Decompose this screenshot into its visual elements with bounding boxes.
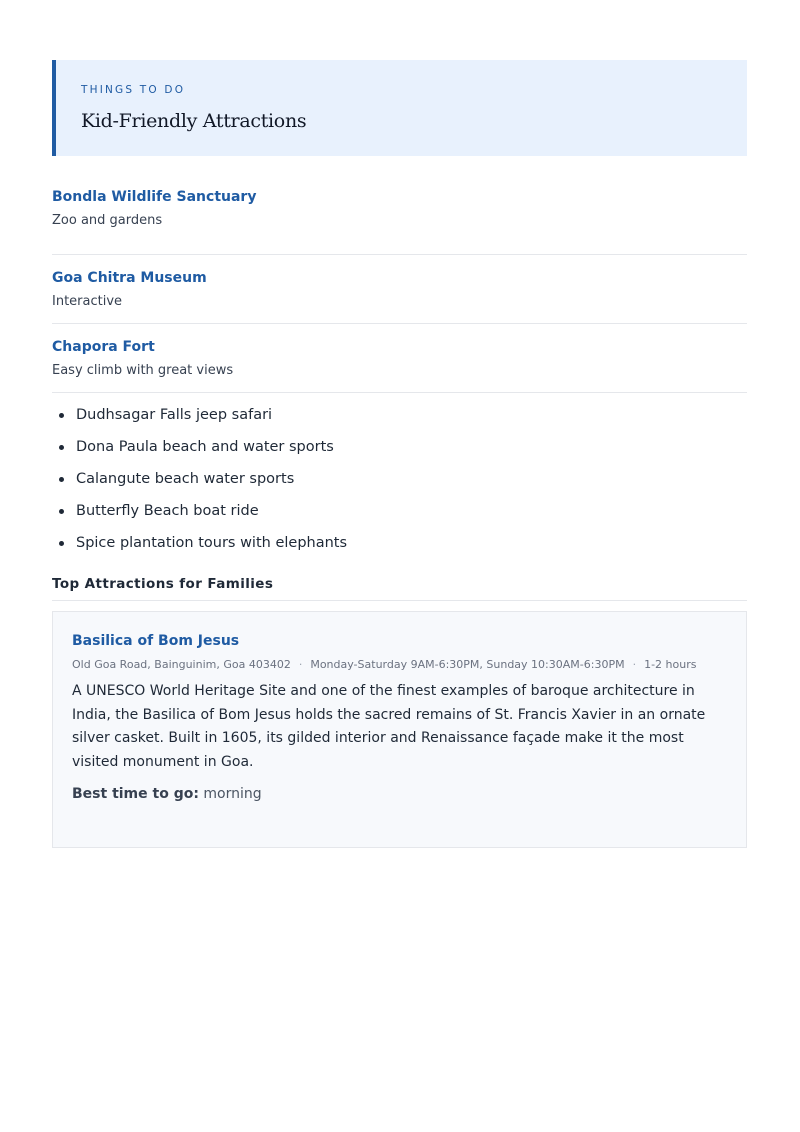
activity-label: Butterfly Beach boat ride <box>76 503 259 519</box>
bullet-icon <box>59 477 64 482</box>
activity-item <box>52 533 747 565</box>
card-description: A UNESCO World Heritage Site and one of the finest examples of baroque architecture in India, the Basilica of Bom Jesus holds the sacred remains of St. Francis Xavier in an ornate silver casket. Built in 1605, its gilded interior and Renaissance façade make it the most visited monument in Goa. <box>72 683 706 770</box>
card-duration: 1-2 hours <box>644 658 697 671</box>
activity-item <box>52 501 747 533</box>
card-meta <box>72 658 727 672</box>
attraction-description: Easy climb with great views <box>52 363 234 378</box>
bullet-icon <box>59 509 64 514</box>
card-title-link[interactable]: Basilica of Bom Jesus <box>72 633 240 649</box>
list-item <box>52 255 747 324</box>
card-best-time <box>72 784 727 804</box>
list-item <box>52 186 747 255</box>
meta-separator: · <box>632 658 637 671</box>
best-time-label: Best time to go: <box>72 786 199 802</box>
activity-label: Dudhsagar Falls jeep safari <box>76 407 273 423</box>
attraction-description: Interactive <box>52 294 123 309</box>
attraction-list <box>52 186 747 393</box>
attraction-name-link[interactable]: Bondla Wildlife Sanctuary <box>52 189 257 205</box>
page-title: Kid-Friendly Attractions <box>81 110 307 132</box>
top-attractions-heading: Top Attractions for Families <box>52 575 747 601</box>
attraction-name-link[interactable]: Chapora Fort <box>52 339 155 355</box>
attraction-description: Zoo and gardens <box>52 213 163 228</box>
activity-label: Dona Paula beach and water sports <box>76 439 334 455</box>
attraction-card <box>52 611 747 848</box>
best-time-value: morning <box>203 786 262 802</box>
bullet-icon <box>59 445 64 450</box>
card-hours: Monday-Saturday 9AM-6:30PM, Sunday 10:30AM-6:30PM <box>310 658 625 671</box>
activity-item <box>52 437 747 469</box>
list-item <box>52 324 747 393</box>
attraction-name-link[interactable]: Goa Chitra Museum <box>52 270 207 286</box>
section-eyebrow: THINGS TO DO <box>81 84 186 96</box>
bullet-icon <box>59 541 64 546</box>
meta-separator: · <box>298 658 303 671</box>
activity-item <box>52 469 747 501</box>
section-header <box>52 60 747 156</box>
page-content <box>52 60 747 848</box>
activity-item <box>52 405 747 437</box>
activity-list <box>52 405 747 565</box>
card-address: Old Goa Road, Bainguinim, Goa 403402 <box>72 658 291 671</box>
activity-label: Calangute beach water sports <box>76 471 295 487</box>
bullet-icon <box>59 413 64 418</box>
activity-label: Spice plantation tours with elephants <box>76 535 348 551</box>
